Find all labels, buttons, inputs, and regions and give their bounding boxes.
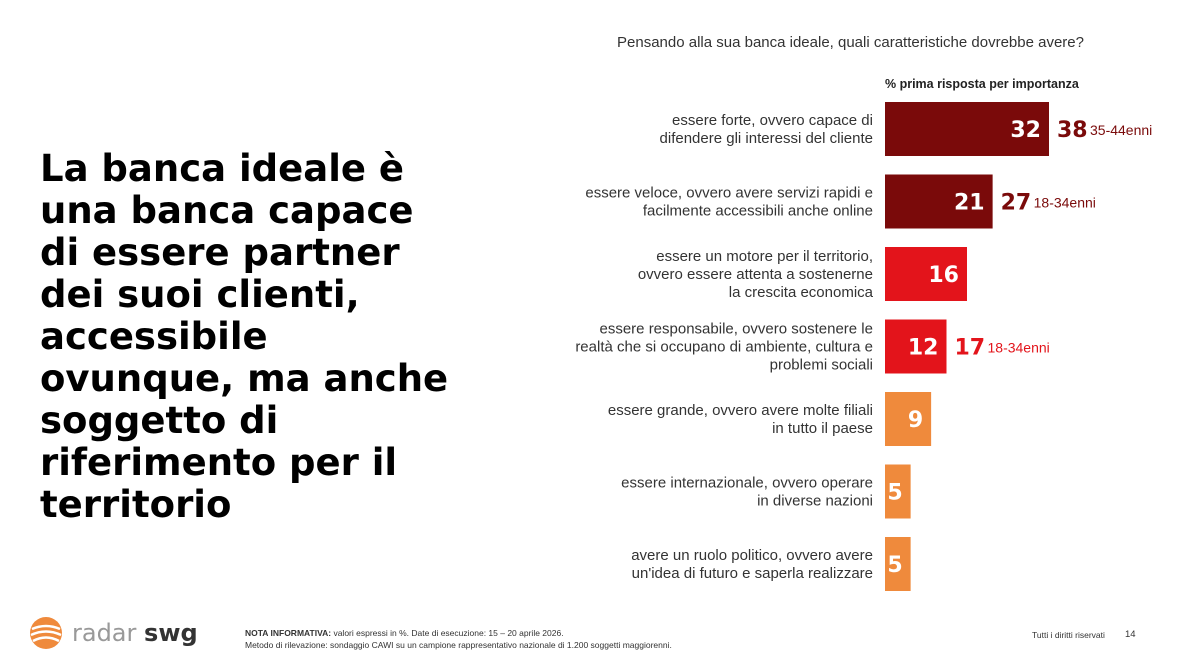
category-label-1-0: essere veloce, ovvero avere servizi rapidi e [585,184,873,202]
category-label-2-0: essere un motore per il territorio, [656,248,873,265]
bar-value-2: 16 [928,263,959,288]
note-line-1: valori espressi in %. Date di esecuzione: 15 – 20 aprile 2026. [331,628,564,638]
bar-value-1: 21 [954,190,985,216]
question-text: Pensando alla sua banca ideale, quali caratteristiche dovrebbe avere? [617,34,1084,51]
category-label-1-1: facilmente accessibili anche online [642,202,873,220]
note-line-2: Metodo di rilevazione: sondaggio CAWI su un campione rappresentativo nazionale di 1.200 soggetti maggiorenni. [245,640,672,650]
segment-value-1: 27 [1000,190,1032,216]
logo-radar-text: radar [72,619,137,647]
measure-label: % prima risposta per importanza [885,77,1079,91]
segment-label-1: 18-34enni [1033,194,1096,211]
category-label-3-1: realtà che si occupano di ambiente, cultura e [575,338,873,356]
bar-value-5: 5 [887,480,903,506]
headline: La banca ideale è una banca capace di essere partner dei suoi clienti, accessibile ovunque, ma anche soggetto di riferimento per il territorio [40,147,449,526]
category-label-5-1: in diverse nazioni [757,492,873,510]
bar-value-4: 9 [907,408,924,433]
bar-value-0: 32 [1010,118,1041,143]
category-label-2-2: la crescita economica [728,284,873,301]
category-label-2-1: ovvero essere attenta a sostenerne [637,266,873,283]
category-label-0-1: difendere gli interessi del cliente [659,130,873,147]
logo-swg-text: swg [144,619,198,647]
segment-label-3: 18-34enni [987,339,1050,356]
logo-wordmark [72,619,198,647]
radar-swg-logo [28,615,198,651]
category-label-3-2: problemi sociali [769,356,873,374]
category-label-6-1: un'idea di futuro e saperla realizzare [631,565,873,582]
category-label-4-0: essere grande, ovvero avere molte filiali [607,402,873,419]
rights-text: Tutti i diritti riservati [1032,630,1105,640]
segment-value-0: 38 [1057,118,1088,143]
category-label-4-1: in tutto il paese [772,420,873,437]
radar-logo-icon [28,615,64,651]
bar-value-3: 12 [907,335,939,361]
category-label-0-0: essere forte, ovvero capace di [672,112,873,129]
bar-value-6: 5 [887,553,903,578]
segment-value-3: 17 [954,335,986,361]
page-number: 14 [1125,629,1136,640]
note-title: NOTA INFORMATIVA: [245,628,332,638]
methodology-note [245,627,672,651]
segment-label-0: 35-44enni [1090,122,1153,138]
category-label-5-0: essere internazionale, ovvero operare [621,474,873,492]
category-label-6-0: avere un ruolo politico, ovvero avere [631,547,873,564]
category-label-3-0: essere responsabile, ovvero sostenere le [599,320,873,338]
